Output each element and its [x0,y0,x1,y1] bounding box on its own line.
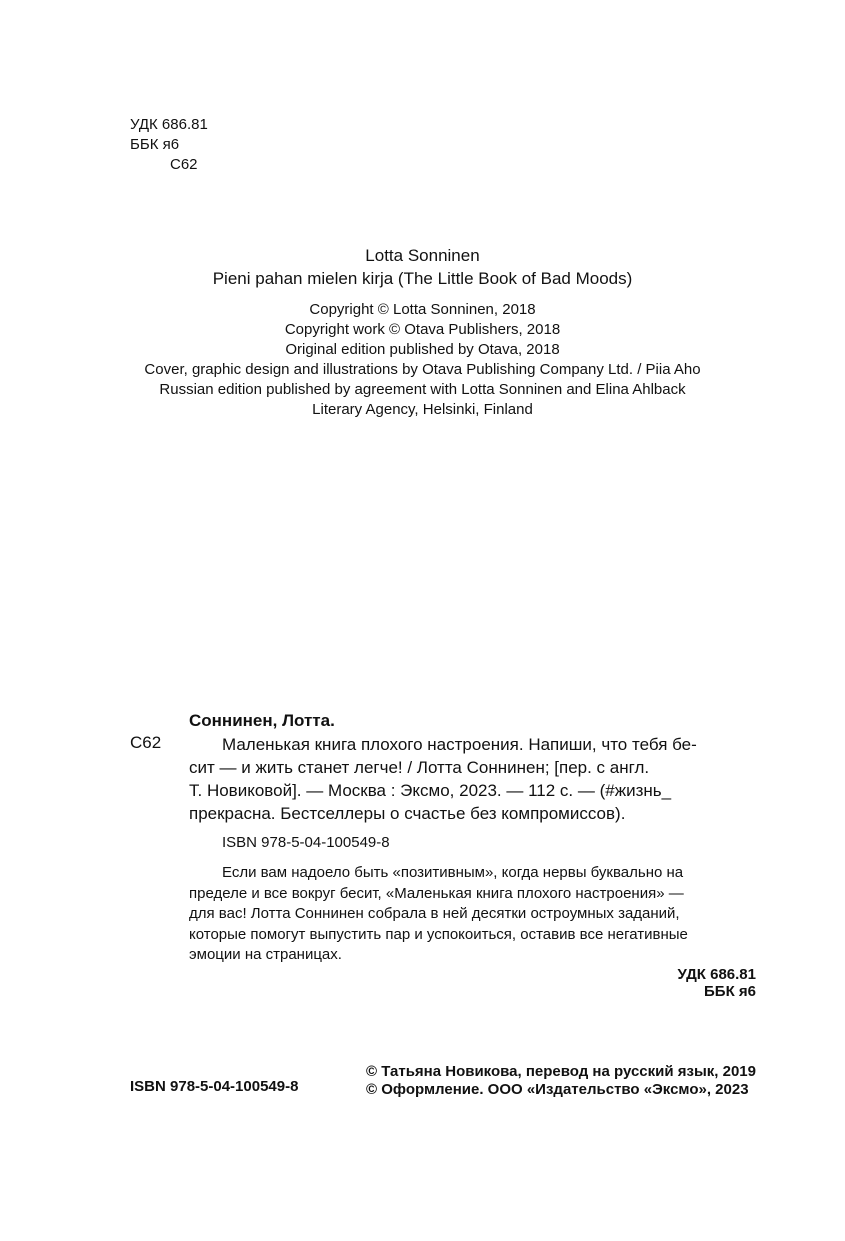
copyright-line: Original edition published by Otava, 2018 [285,341,560,358]
original-title: Pieni pahan mielen kirja (The Little Book of Bad Moods) [212,269,633,288]
entry-heading: Соннинен, Лотта. [189,711,335,730]
author-sign: С62 [170,156,198,173]
copyright-line: Cover, graphic design and illustrations by Otava Publishing Company Ltd. / Piia Aho [144,361,701,378]
entry-bbk: ББК я6 [704,983,756,1000]
entry-udk: УДК 686.81 [677,966,756,983]
entry-description-line: Т. Новиковой]. — Москва : Эксмо, 2023. — 112 с. — (#жизнь_ [189,781,672,800]
annotation-line: эмоции на страницах. [189,946,342,963]
footer-isbn: ISBN 978-5-04-100549-8 [130,1078,299,1095]
entry-description-line: Маленькая книга плохого настроения. Напиши, что тебя бе- [222,735,697,754]
entry-description-line: сит — и жить станет легче! / Лотта Соннинен; [пер. с англ. [189,758,650,777]
udk-code: УДК 686.81 [130,116,208,133]
copyright-line: Literary Agency, Helsinki, Finland [312,401,533,418]
entry-isbn: ISBN 978-5-04-100549-8 [222,834,390,851]
footer-copyright-line: © Татьяна Новикова, перевод на русский язык, 2019 [366,1063,756,1080]
bbk-code: ББК я6 [130,136,180,153]
annotation-line: Если вам надоело быть «позитивным», когда нервы буквально на [222,864,684,881]
annotation-line: для вас! Лотта Соннинен собрала в ней десятки остроумных заданий, [189,905,680,922]
entry-sign: С62 [130,733,162,752]
annotation-line: которые помогут выпустить пар и успокоиться, оставив все негативные [189,926,688,943]
original-author: Lotta Sonninen [365,246,480,265]
footer-copyright-line: © Оформление. ООО «Издательство «Эксмо», 2023 [366,1081,749,1098]
annotation-line: пределе и все вокруг бесит, «Маленькая книга плохого настроения» — [189,885,684,902]
copyright-line: Copyright © Lotta Sonninen, 2018 [309,301,536,318]
copyright-line: Copyright work © Otava Publishers, 2018 [284,321,561,338]
copyright-line: Russian edition published by agreement with Lotta Sonninen and Elina Ahlback [159,381,686,398]
entry-description-line: прекрасна. Бестселлеры о счастье без компромиссов). [189,804,626,823]
